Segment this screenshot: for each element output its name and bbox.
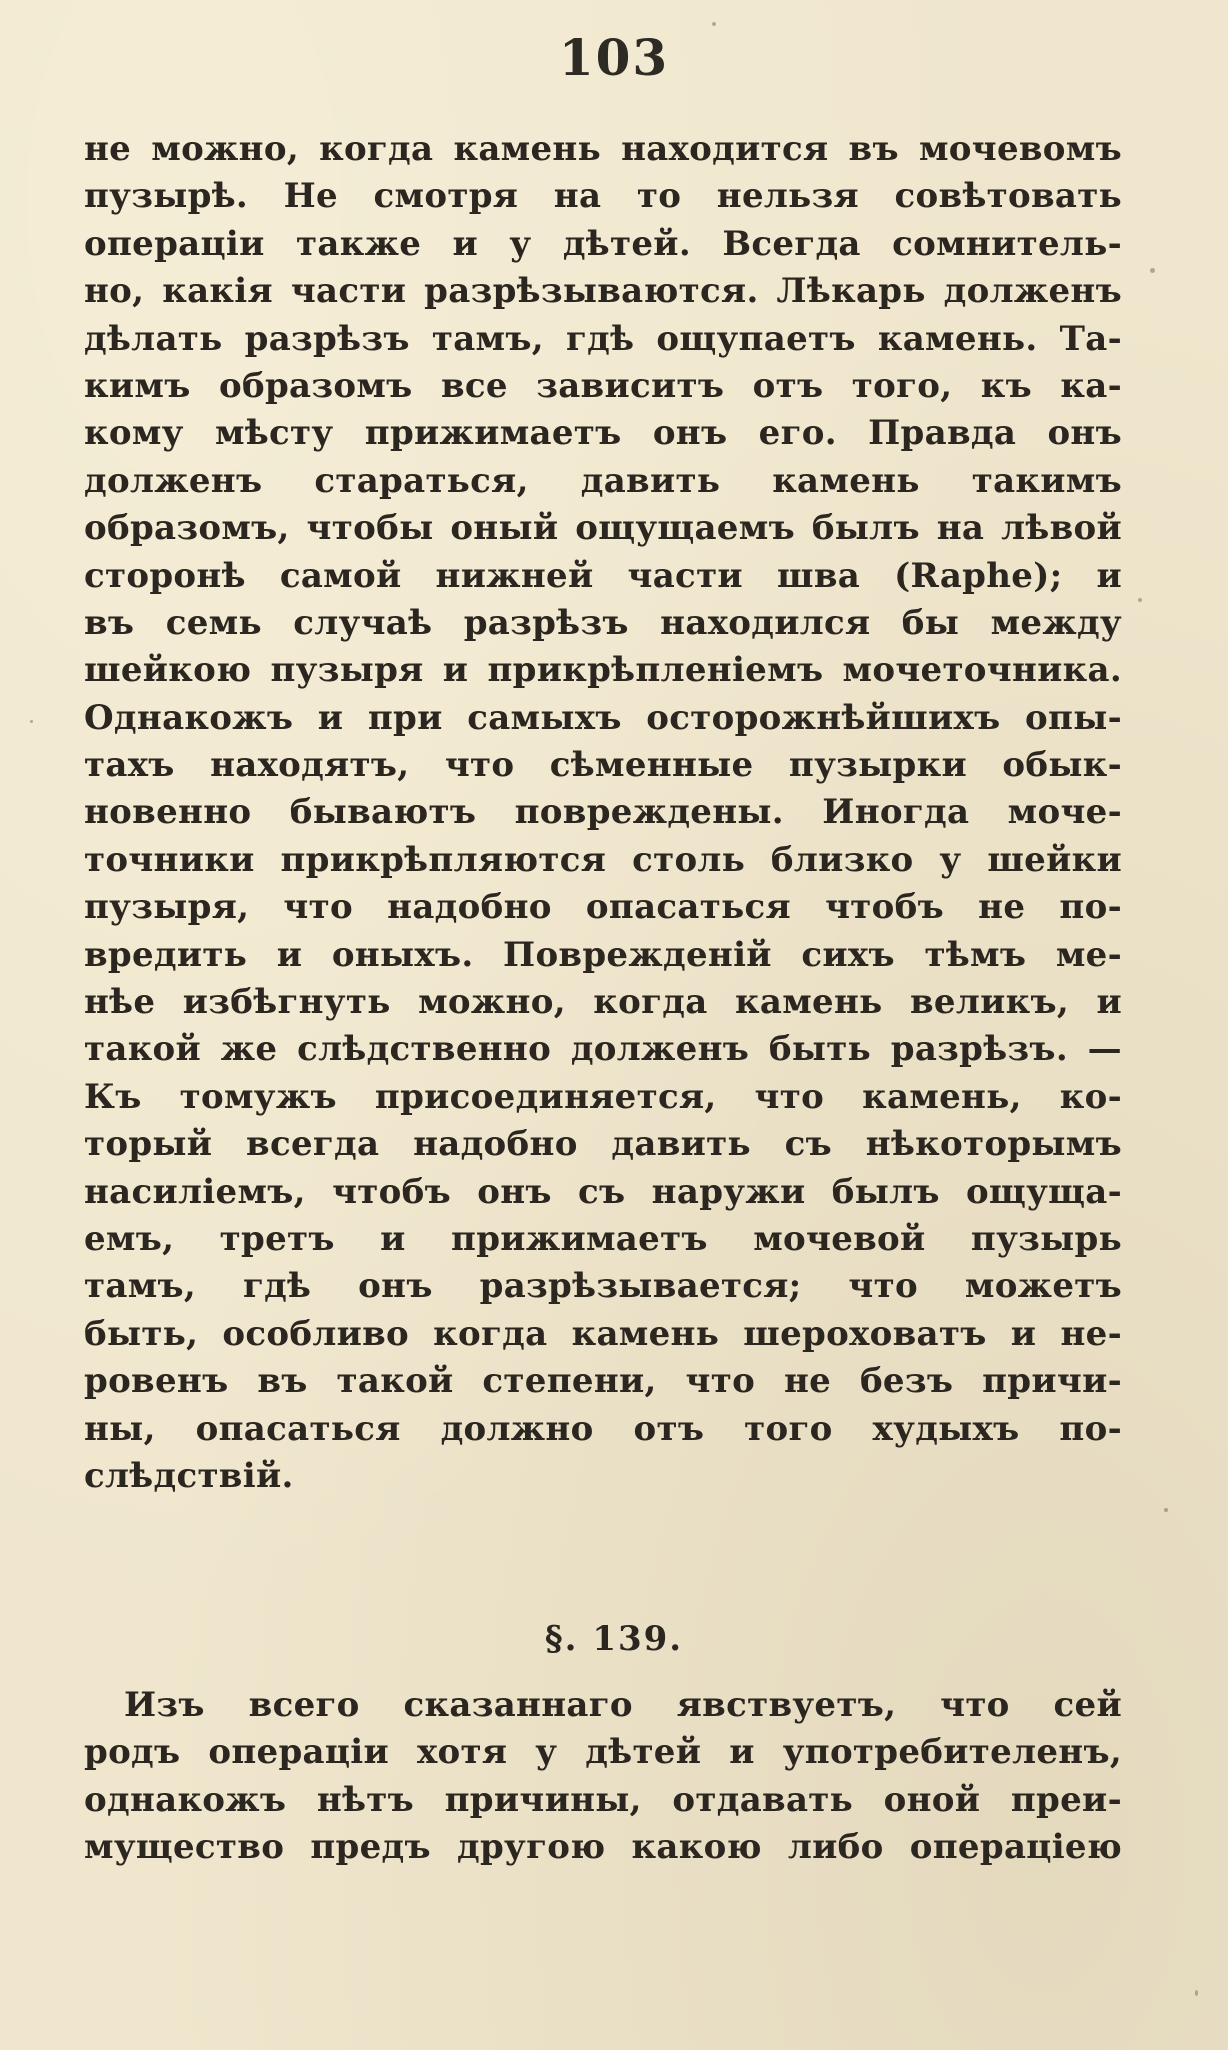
page-number: 103 <box>558 28 670 87</box>
text-line: такой же слѣдственно долженъ быть разрѣзъ. — <box>84 1029 1122 1070</box>
text-line: торый всегда надобно давить съ нѣкоторымъ <box>84 1124 1122 1165</box>
text-line: кимъ образомъ все зависитъ отъ того, къ ка- <box>84 365 1122 406</box>
text-line: долженъ стараться, давить камень такимъ <box>84 460 1122 501</box>
text-line: Къ томужъ присоединяется, что камень, ко- <box>84 1076 1122 1117</box>
text-line: кому мѣсту прижимаетъ онъ его. Правда онъ <box>84 413 1122 454</box>
text-line: родъ операціи хотя у дѣтей и употребителенъ, <box>84 1732 1122 1773</box>
text-line: вредить и оныхъ. Поврежденій сихъ тѣмъ ме- <box>84 934 1122 975</box>
paper-speck <box>1164 1508 1168 1512</box>
text-line: но, какія части разрѣзываются. Лѣкарь долженъ <box>84 271 1122 312</box>
text-line: дѣлать разрѣзъ тамъ, гдѣ ощупаетъ камень. Та- <box>84 318 1122 359</box>
text-line: слѣдствій. <box>84 1455 294 1496</box>
text-line: шейкою пузыря и прикрѣпленіемъ мочеточника. <box>84 650 1122 691</box>
text-line: тамъ, гдѣ онъ разрѣзывается; что можетъ <box>84 1266 1122 1307</box>
text-line: ровенъ въ такой степени, что не безъ причи- <box>84 1361 1122 1402</box>
text-line: въ семь случаѣ разрѣзъ находился бы между <box>84 602 1122 643</box>
text-line: Однакожъ и при самыхъ осторожнѣйшихъ опы- <box>84 697 1122 738</box>
text-line: насиліемъ, чтобъ онъ съ наружи былъ ощуща- <box>84 1171 1122 1212</box>
section-heading: §. 139. <box>544 1619 684 1659</box>
paper-speck <box>712 22 716 26</box>
text-line: новенно бываютъ повреждены. Иногда моче- <box>84 792 1122 833</box>
text-line: емъ, третъ и прижимаетъ мочевой пузырь <box>84 1218 1122 1259</box>
paper-speck <box>1195 1990 1198 1996</box>
text-line: пузырѣ. Не смотря на то нельзя совѣтовать <box>84 176 1122 217</box>
text-line: пузыря, что надобно опасаться чтобъ не по- <box>84 887 1122 928</box>
text-line: образомъ, чтобы оный ощущаемъ былъ на лѣвой <box>84 508 1122 549</box>
text-line: быть, особливо когда камень шероховатъ и не- <box>84 1313 1122 1354</box>
text-line: ны, опасаться должно отъ того худыхъ по- <box>84 1408 1122 1449</box>
paragraph-1 <box>84 126 1122 1500</box>
paragraph-2 <box>84 1682 1122 1872</box>
text-line: операціи также и у дѣтей. Всегда сомнитель- <box>84 223 1122 264</box>
paper-speck <box>30 720 33 723</box>
paper-speck <box>1138 598 1142 602</box>
text-line: Изъ всего сказаннаго явствуетъ, что сей <box>124 1685 1122 1725</box>
text-line: сторонѣ самой нижней части шва (Raphe); и <box>84 555 1122 596</box>
text-line: нѣе избѣгнуть можно, когда камень великъ, и <box>84 982 1122 1023</box>
text-line: однакожъ нѣтъ причины, отдавать оной преи- <box>84 1779 1122 1820</box>
text-line: мущество предъ другою какою либо операціею <box>84 1827 1122 1868</box>
text-line: точники прикрѣпляются столь близко у шейки <box>84 839 1122 880</box>
paper-speck <box>1150 268 1155 273</box>
text-line: тахъ находятъ, что сѣменные пузырки обык- <box>84 745 1122 786</box>
text-line: не можно, когда камень находится въ мочевомъ <box>84 129 1122 169</box>
